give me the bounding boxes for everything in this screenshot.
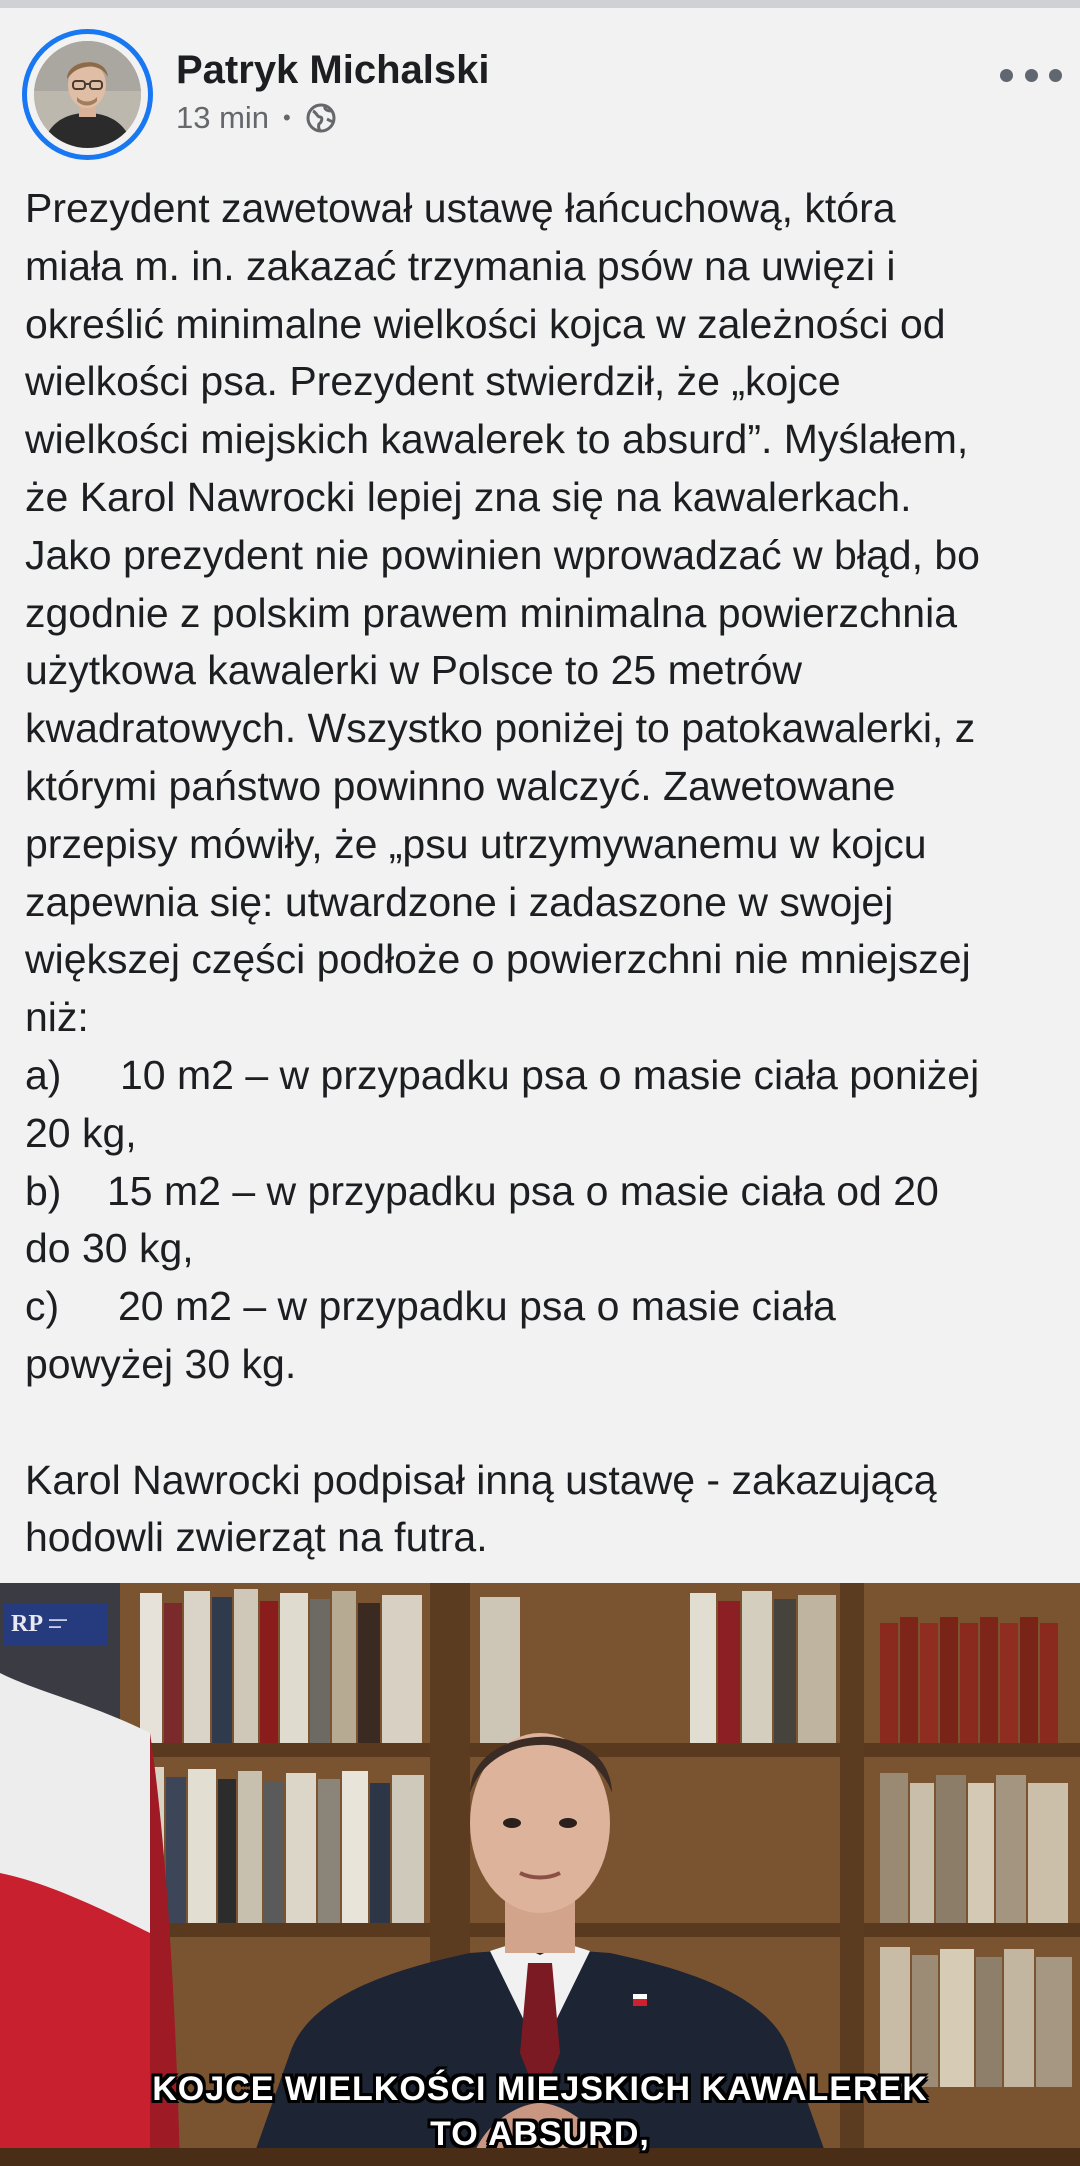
globe-icon	[305, 102, 337, 134]
video-caption-line-1: KOJCE WIELKOŚCI MIEJSKICH KAWALEREK	[152, 2070, 928, 2108]
meta-separator: •	[283, 105, 291, 130]
body-line: hodowli zwierząt na futra.	[25, 1514, 488, 1561]
author-avatar[interactable]	[22, 29, 153, 160]
body-line: wielkości psa. Prezydent stwierdził, że „kojce	[25, 358, 841, 405]
post-photo[interactable]	[0, 1583, 1080, 2166]
post-header	[0, 8, 1080, 168]
list-item	[25, 1047, 1075, 1105]
list-item-continuation: powyżej 30 kg.	[25, 1340, 297, 1387]
body-line: którymi państwo powinno walczyć. Zawetowane	[25, 762, 896, 809]
body-line: kwadratowych. Wszystko poniżej to patokawalerki, z	[25, 705, 976, 752]
list-item-label: b)	[25, 1167, 62, 1214]
body-line: wielkości miejskich kawalerek to absurd”. Myślałem,	[25, 416, 969, 463]
avatar-photo	[34, 41, 141, 148]
list-item	[25, 1163, 1075, 1221]
body-line: określić minimalne wielkości kojca w zależności od	[25, 300, 946, 347]
list-item-text: 15 m2 – w przypadku psa o masie ciała od 20	[107, 1167, 939, 1214]
top-status-strip	[0, 0, 1080, 8]
list-item-continuation: 20 kg,	[25, 1109, 137, 1156]
list-item	[25, 1278, 1075, 1336]
post-body	[25, 180, 1075, 1567]
body-line: niż:	[25, 994, 89, 1041]
list-item-label: a)	[25, 1051, 62, 1098]
paragraph-gap	[25, 1394, 1075, 1452]
body-line: Prezydent zawetował ustawę łańcuchową, która	[25, 185, 896, 231]
more-dot	[1049, 69, 1062, 82]
video-caption-line-2: TO ABSURD,	[430, 2115, 650, 2153]
post-time[interactable]: 13 min	[176, 100, 270, 135]
body-line: miała m. in. zakazać trzymania psów na uwięzi i	[25, 242, 896, 289]
author-name[interactable]: Patryk Michalski	[176, 48, 490, 92]
body-line: użytkowa kawalerki w Polsce to 25 metrów	[25, 647, 803, 694]
more-dot	[1000, 69, 1013, 82]
body-line: zapewnia się: utwardzone i zadaszone w swojej	[25, 878, 894, 925]
body-line: że Karol Nawrocki lepiej zna się na kawalerkach.	[25, 473, 912, 520]
list-item-continuation: do 30 kg,	[25, 1225, 194, 1272]
body-line: Karol Nawrocki podpisał inną ustawę - zakazującą	[25, 1456, 937, 1503]
list-item-text: 10 m2 – w przypadku psa o masie ciała poniżej	[120, 1051, 980, 1098]
logo-text: RP	[11, 1610, 43, 1637]
avatar	[34, 41, 141, 148]
more-options-icon[interactable]	[1000, 60, 1062, 90]
post-meta	[176, 100, 337, 136]
body-line: zgodnie z polskim prawem minimalna powierzchnia	[25, 589, 958, 636]
tv-channel-logo	[4, 1603, 108, 1645]
body-line: Jako prezydent nie powinien wprowadzać w błąd, bo	[25, 531, 980, 578]
list-item-label: c)	[25, 1283, 60, 1330]
body-line: przepisy mówiły, że „psu utrzymywanemu w kojcu	[25, 820, 927, 867]
body-line: większej części podłoże o powierzchni nie mniejszej	[25, 936, 971, 983]
list-item-text: 20 m2 – w przypadku psa o masie ciała	[118, 1283, 836, 1330]
logo-subtitle-mark: ▬▬▬ ▬▬	[49, 1617, 67, 1630]
more-dot	[1025, 69, 1038, 82]
